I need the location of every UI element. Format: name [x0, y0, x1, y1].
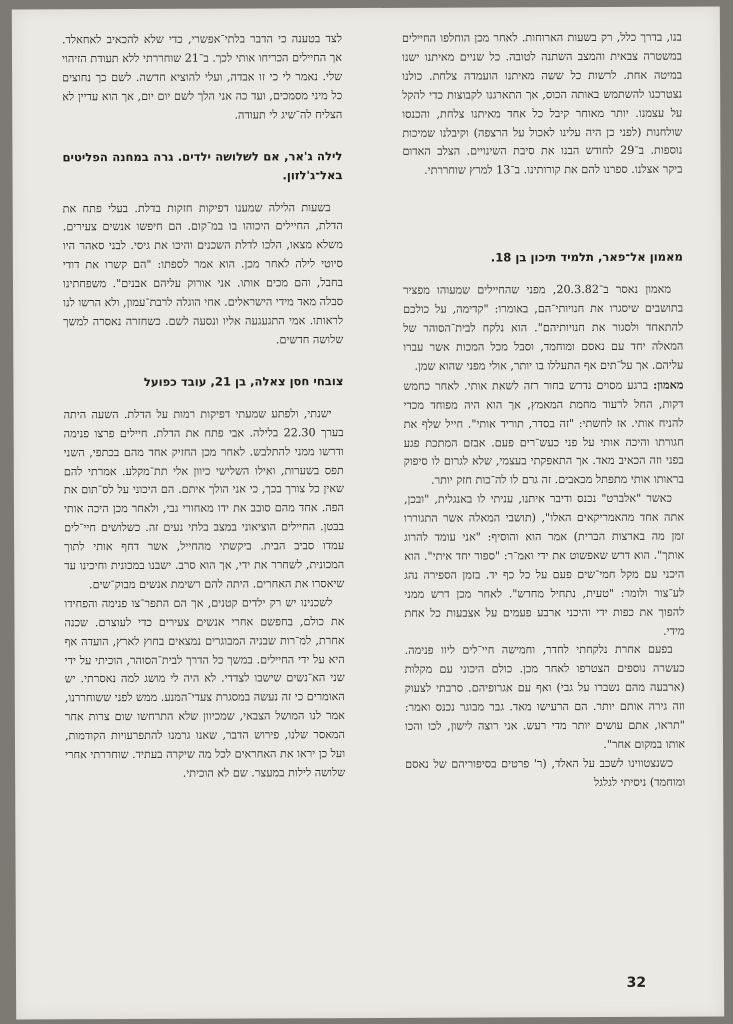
book-page: [12, 6, 724, 1019]
left-intro-paragraph: לצד בטענה כי הדבר בלתי־אפשרי, כדי שלא להכאיב לאחאלד. אך החיילים הכריחו אותי לכך. ב־21 שוחררתי ללא תעודת הזיהוי שלי. נאמר לי כי זו אבדה, ועלי להוציא חדשה. לשם כך נחוצים כל מיני מסמכים, ועד כה אני הלך לשם יום יום, אך הוא עדיין לא הצליח לה־שיג לי תעודה.: [61, 32, 343, 122]
room-paragraph: בפעם אחרת נלקחתי לחדר, וחמישה חיי־לים ליוו פנימה. כעשרה נוספים הצטרפו לאחר מכן. כולם היכוני עם מקלות (ארבעה מהם נשברו על גבי) ואף עם אגרופיהם. סרבתי לצעוק וזה גירה אותם יותר. הם הרעישו מאד. גבר מבוגר נכנס ואמר: "תראו, אתם עושים יותר מדי רעש. אני רוצה לישון, לכו והכו אותו במקום אחר".: [404, 643, 686, 751]
subhi-paragraph-2: לשכנינו יש רק ילדים קטנים, אך הם התפר־צו פנימה והפחידו את כולם, בחפשם אחרי אנשים צעירים כדי לעוצרם. שכנה אחרת, למ־רות שבניה המבוגרים נמצאים בחוץ לארץ, הועדה אף היא על ידי החיילים. במשך כל הדרך לבית־הסוהר, הוכיתי על ידי שני הא־נשים שישבו לצדדי. לא היה לי מושג למה נאסרתי. יש האומרים כי זה נעשה במסגרת צעדי־המנע. ממש לפני ששוחררנו, אמר לנו המושל הצבאי, שמכיוון שלא התרחשו שום צרות אחר המאסר שלנו, פירוש הדבר, שאנו גרמנו להתפרעויות הקודמות, ועל כן יראו את האחראים לכל מה שיקרה בעתיד. שוחררתי אחרי שלושה לילות במעצר. שם לא הוכיתי.: [64, 596, 346, 780]
subhi-paragraph-1: ישנתי, ולפתע שמעתי דפיקות רמות על הדלת. השעה היתה בערך 22.30 בלילה. אבי פתח את הדלת. חיילים פרצו פנימה ודרשו ממני להתלבש. לאחר מכן החזיק אחד מהם בכתפי, השני תפס בשערות, ואילו השלישי כיוון אלי תת־מקלע. אמרתי להם שאין כל צורך בכך, כי אני הולך איתם. הם היכוני על לס־תום את הפה. אחד מהם סובב את ידו מאחורי גבי, ולאחר מכן היכה אותי בבטן. החיילים הוציאוני במצב בלתי נעים זה. כשלושים חיי־לים עמדו סביב הבית. ביקשתי מהחייל, אשר דחף אותי לתוך המכונית, לשחרר את ידי, אך הוא סרב. ישבנו במכונית וחיכינו עד שיאסרו את האחרים. היתה להם רשימת אנשים מבוק־שים.: [63, 406, 345, 592]
mamun-quote-paragraph: [403, 375, 683, 491]
layla-paragraph: בשעות הלילה שמענו דפיקות חזקות בדלת. בעלי פתח את הדלת, החיילים היכוהו בו במ־קום. הם חיפשו אנשים צעירים. משלא מצאו, הלכו לדלת השכנים והיכו את גיסי. לבני סאהר היו סיוטי לילה לאחר מכן. הוא אמר לספתו: "הם קשרו את דודי בחבל, והם מכים אותו. אני אורוק עליהם אבנים". משפחתינו סבלה מאד מידי הישראלים. אחי הוגלה לרבת־עמון, ולא הרשו לנו לראותו. אמי התגעגעה אליו ונסעה לשם. כשחזרה נאסרה למשך שלושה חדשים.: [62, 200, 344, 347]
closing-paragraph: כשנצטווינו לשכב על האלד, (ר' פרטים בסיפוריהם של נאסם ומוחמד) ניסיתי לגלגל: [405, 756, 686, 789]
section-title-subhi: צובחי חסן צאלה, בן 21, עובד כפועל: [143, 373, 344, 389]
quote-speaker: מאמון:: [653, 377, 684, 392]
albert-paragraph: כאשר "אלברט" נכנס ודיבר איתנו, עניתי לו באנגלית, "ובכן, אתה אחד מהאמריקאים האלו", (תושבי המאלה אשר התגוררו זמן מה בארצות הברית) אמר הוא והוסיף: "אני עומד להרוג אותך". הוא דרש שאפשוט את ידי ואמ־ר: "ספור יחד איתי". הוא היכני עם מקל חמי־שים פעם על כל כף יד. בזמן הספירה נהג לע־צור ולומר: "טעית, נתחיל מחדש". לאחר מכן דרש ממני להפוך את כפות ידי והיכני ארבע פעמים על אצבעות כל אחת מידי.: [403, 491, 685, 638]
quote-text: ברגע מסוים נדרש בחור רזה לשאת אותי. לאחר כחמש דקות, החל לרעוד מחמת המאמץ, אך הוא היה מפוחד מכדי להניח אותי. אז לחשתי: "זה בסדר, תוריד אותי". חייל שלף את חגורתו והיכה אותי על פני כעש־רים פעם. אבזם המתכת פגע בפני וזה הכאיב מאד. אך התאפקתי בעצמי, שלא לגרום לו סיפוק בראותו אותי מתפתל מכאבים. זה גרם לו לה־כות חזק יותר.: [403, 378, 684, 488]
page-number: 32: [626, 974, 647, 991]
section-title-layla: לילה ג'אר, אם לשלושה ילדים. גרה במחנה הפליטים באל־ג'לזון.: [62, 148, 343, 182]
right-column: [402, 29, 685, 794]
section-title-mamun: מאמון אל־פאר, תלמיד תיכון בן 18.: [490, 249, 683, 265]
right-intro-paragraph: בנו, בדרך כלל, רק בשעות הארוחות. לאחר מכן הוחלפו החיילים במשטרה צבאית והמצב השתנה לטובה. כל שניים מאיתנו ישנו במיטה אחת. לרשות כל ששה מאיתנו הועמדה צלחת. כולנו נצטרכנו להשתמש באותה הכוס, אך התארגנו לקבוצות כדי להקל על עצמנו. יותר מאוחר קיבל כל אחד מאיתנו צלחת, והכנסו שולחנות (לפני כן היה עלינו לאכול על הרצפה) וקיבלנו שמיכות נוספות. ב־29 לחודש הבנו את סיבת השינויים. הצלב האדום ביקר אצלנו. ספרנו להם את קורותינו. ב־13 למרץ שוחררתי.: [401, 30, 683, 178]
left-column: [62, 30, 345, 784]
mamun-paragraph: מאמון נאסר ב־20.3.82, מפני שהחיילים שמעוהו מפציר בתושבים שיסגרו את חנויותי־הם, באומרו: "קדימה, על כולכם להתאחד ולסגור את חנויותיהם". הוא נלקח לבית־הסוהר של המאלה יחד עם נאסם ומוחמד, וסבל מכל המכות אשר עברו עליהם. אך על־תים אף התעללו בו יותר, אולי מפני שהוא שמן.: [403, 282, 684, 373]
